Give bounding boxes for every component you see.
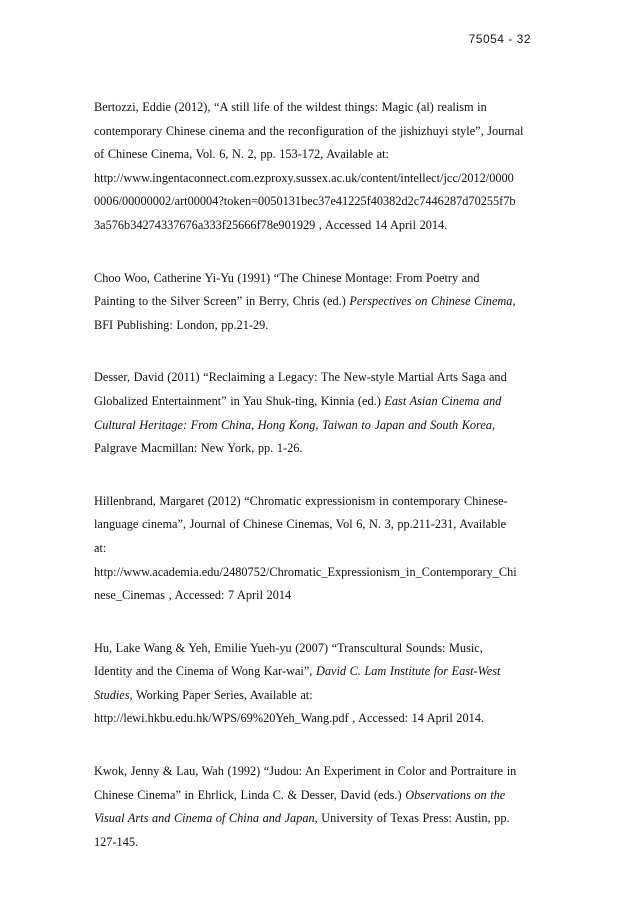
reference-line <box>94 707 542 731</box>
text-segment: , <box>512 294 516 309</box>
text-segment: of Chinese Cinema, Vol. 6, N. 2, pp. 153-172, Available at: <box>94 147 389 162</box>
reference-entry <box>94 637 542 731</box>
reference-line <box>94 390 542 414</box>
text-segment: 3a576b34274337676a333f25666f78e901929 , Accessed 14 April 2014. <box>94 217 448 232</box>
text-segment: http://www.ingentaconnect.com.ezproxy.sussex.ac.uk/content/intellect/jcc/2012/0000 <box>94 170 514 185</box>
reference-line <box>94 561 542 585</box>
reference-line <box>94 414 542 438</box>
reference-line <box>94 96 542 120</box>
text-segment: Kwok, Jenny & Lau, Wah (1992) “Judou: An Experiment in Color and Portraiture in <box>94 764 517 779</box>
text-segment: Palgrave Macmillan: New York, pp. 1-26. <box>94 441 303 456</box>
reference-list <box>94 96 542 883</box>
reference-line <box>94 143 542 167</box>
reference-line <box>94 760 542 784</box>
reference-line <box>94 637 542 661</box>
text-segment: http://lewi.hkbu.edu.hk/WPS/69%20Yeh_Wang.pdf , Accessed: 14 April 2014. <box>94 711 484 726</box>
text-segment: Painting to the Silver Screen” in Berry, Chris (ed.) <box>94 294 350 309</box>
text-segment: Choo Woo, Catherine Yi-Yu (1991) “The Chinese Montage: From Poetry and <box>94 270 480 285</box>
reference-line <box>94 660 542 684</box>
text-segment: http://www.academia.edu/2480752/Chromatic_Expressionism_in_Contemporary_Chi <box>94 564 517 579</box>
italic-text: Perspectives on Chinese Cinema <box>349 294 513 309</box>
text-segment: contemporary Chinese cinema and the reconfiguration of the jishizhuyi style”, Journal <box>94 123 524 138</box>
reference-entry <box>94 490 542 608</box>
text-segment: Identity and the Cinema of Wong Kar-wai”, <box>94 664 316 679</box>
italic-text: Cultural Heritage: From China, Hong Kong, Taiwan to Japan and South Korea, <box>94 417 496 432</box>
reference-line <box>94 490 542 514</box>
reference-entry <box>94 96 542 238</box>
text-segment: language cinema”, Journal of Chinese Cinemas, Vol 6, N. 3, pp.211-231, Available <box>94 517 507 532</box>
italic-text: Studies, <box>94 687 133 702</box>
text-segment: at: <box>94 540 107 555</box>
reference-line <box>94 784 542 808</box>
italic-text: Observations on the <box>405 787 506 802</box>
text-segment: Desser, David (2011) “Reclaiming a Legacy: The New-style Martial Arts Saga and <box>94 370 507 385</box>
italic-text: East Asian Cinema and <box>384 393 502 408</box>
italic-text: Visual Arts and Cinema of China and Japan <box>94 811 315 826</box>
reference-line <box>94 314 542 338</box>
text-segment: , University of Texas Press: Austin, pp. <box>314 811 510 826</box>
reference-line <box>94 437 542 461</box>
reference-line <box>94 537 542 561</box>
reference-line <box>94 807 542 831</box>
reference-line <box>94 214 542 238</box>
reference-line <box>94 366 542 390</box>
reference-line <box>94 267 542 291</box>
text-segment: 127-145. <box>94 834 139 849</box>
reference-entry <box>94 366 542 460</box>
reference-entry <box>94 267 542 338</box>
reference-line <box>94 290 542 314</box>
reference-line <box>94 684 542 708</box>
reference-line <box>94 120 542 144</box>
text-segment: BFI Publishing: London, pp.21-29. <box>94 317 269 332</box>
text-segment: Working Paper Series, Available at: <box>132 687 313 702</box>
reference-line <box>94 584 542 608</box>
reference-line <box>94 190 542 214</box>
text-segment: Hu, Lake Wang & Yeh, Emilie Yueh-yu (2007) “Transcultural Sounds: Music, <box>94 640 483 655</box>
text-segment: Hillenbrand, Margaret (2012) “Chromatic expressionism in contemporary Chinese- <box>94 493 508 508</box>
reference-line <box>94 513 542 537</box>
italic-text: David C. Lam Institute for East-West <box>315 664 501 679</box>
text-segment: Globalized Entertainment” in Yau Shuk-ting, Kinnia (ed.) <box>94 393 385 408</box>
text-segment: Chinese Cinema” in Ehrlick, Linda C. & Desser, David (eds.) <box>94 787 406 802</box>
reference-line <box>94 831 542 855</box>
page-number: 75054 - 32 <box>468 32 531 46</box>
text-segment: 0006/00000002/art00004?token=0050131bec37e41225f40382d2c7446287d70255f7b <box>94 194 516 209</box>
text-segment: Bertozzi, Eddie (2012), “A still life of the wildest things: Magic (al) realism in <box>94 100 487 114</box>
reference-line <box>94 167 542 191</box>
reference-entry <box>94 760 542 854</box>
text-segment: nese_Cinemas , Accessed: 7 April 2014 <box>94 588 292 603</box>
